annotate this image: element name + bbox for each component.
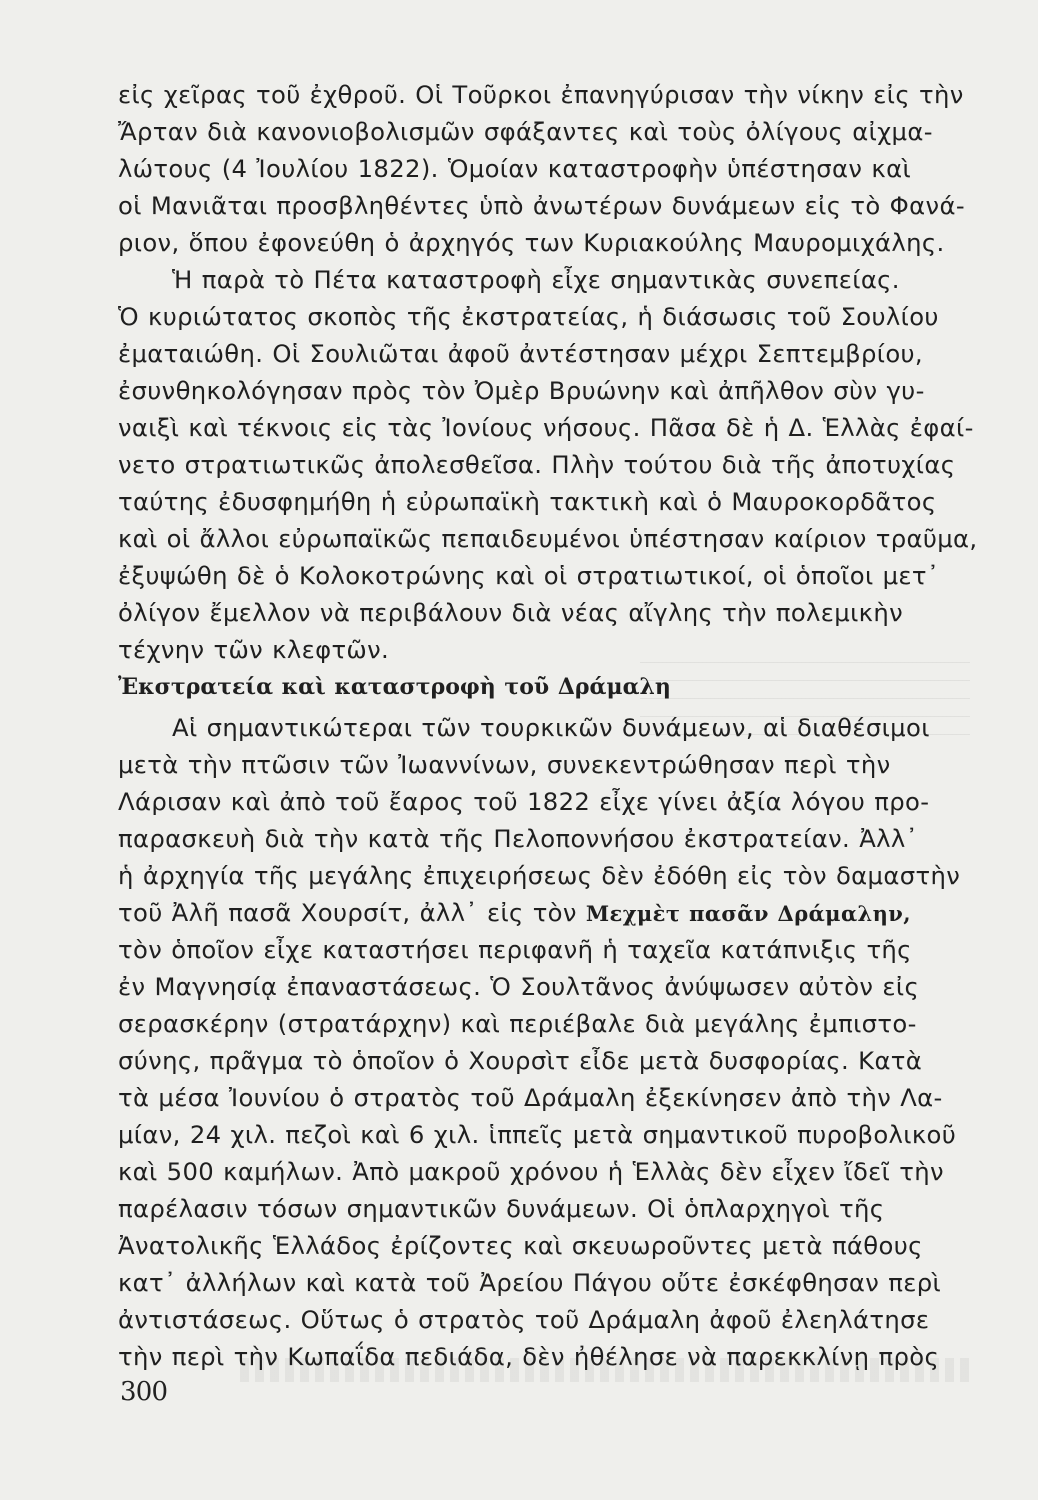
text-line: ἀντιστάσεως. Οὕτως ὁ στρατὸς τοῦ Δράμαλη ἀφοῦ ἐλεηλάτησε [118, 1305, 930, 1334]
text-line: παρέλασιν τόσων σημαντικῶν δυνάμεων. Οἱ ὁπλαρχηγοὶ τῆς [118, 1194, 885, 1223]
text-line: σύνης, πρᾶγμα τὸ ὁποῖον ὁ Χουρσὶτ εἶδε μετὰ δυσφορίας. Κατὰ [118, 1046, 923, 1075]
text-line: ὀλίγον ἔμελλον νὰ περιβάλουν διὰ νέας αἴγλης τὴν πολεμικὴν [118, 598, 903, 627]
text-line: ναιξὶ καὶ τέκνοις εἰς τὰς Ἰονίους νήσους. Πᾶσα δὲ ἡ Δ. Ἑλλὰς ἐφαί- [118, 413, 974, 442]
text-line: ριον, ὅπου ἐφονεύθη ὁ ἀρχηγός των Κυριακούλης Μαυρομιχάλης. [118, 228, 945, 257]
text-line: καὶ οἱ ἄλλοι εὐρωπαϊκῶς πεπαιδευμένοι ὑπέστησαν καίριον τραῦμα, [118, 524, 978, 553]
text-line: σερασκέρην (στρατάρχην) καὶ περιέβαλε διὰ μεγάλης ἐμπιστο- [118, 1009, 917, 1038]
text-line: Λάρισαν καὶ ἀπὸ τοῦ ἔαρος τοῦ 1822 εἶχε γίνει ἀξία λόγου προ- [118, 787, 930, 816]
text-line: Ἄρταν διὰ κανονιοβολισμῶν σφάξαντες καὶ τοὺς ὀλίγους αἰχμα- [118, 117, 933, 146]
section-heading: Ἐκστρατεία καὶ καταστροφὴ τοῦ Δράμαλη [118, 674, 671, 700]
text-line: Ὁ κυριώτατος σκοπὸς τῆς ἐκστρατείας, ἡ διάσωσις τοῦ Σουλίου [118, 302, 939, 331]
text-line-prefix: τοῦ Ἀλῆ πασᾶ Χουρσίτ, ἀλλ᾽ εἰς τὸν [118, 898, 586, 927]
text-line: τὴν περὶ τὴν Κωπαΐδα πεδιάδα, δὲν ἠθέλησε νὰ παρεκκλίνῃ πρὸς [118, 1342, 940, 1371]
text-line: Αἱ σημαντικώτεραι τῶν τουρκικῶν δυνάμεων, αἱ διαθέσιμοι [172, 713, 930, 742]
text-line: ἐξυψώθη δὲ ὁ Κολοκοτρώνης καὶ οἱ στρατιωτικοί, οἱ ὁποῖοι μετ᾽ [118, 561, 940, 590]
bold-person-name: Μεχμὲτ πασᾶν Δράμαλην, [585, 901, 911, 926]
text-line: νετο στρατιωτικῶς ἀπολεσθεῖσα. Πλὴν τούτου διὰ τῆς ἀποτυχίας [118, 450, 956, 479]
text-line: Ἀνατολικῆς Ἑλλάδος ἐρίζοντες καὶ σκευωροῦντες μετὰ πάθους [118, 1231, 923, 1260]
text-line: τὸν ὁποῖον εἶχε καταστήσει περιφανῆ ἡ ταχεῖα κατάπνιξις τῆς [118, 935, 912, 964]
text-line: Ἡ παρὰ τὸ Πέτα καταστροφὴ εἶχε σημαντικὰς συνεπείας. [172, 265, 900, 294]
text-line: μετὰ τὴν πτῶσιν τῶν Ἰωαννίνων, συνεκεντρώθησαν περὶ τὴν [118, 750, 891, 779]
text-line: εἰς χεῖρας τοῦ ἐχθροῦ. Οἱ Τοῦρκοι ἐπανηγύρισαν τὴν νίκην εἰς τὴν [118, 80, 964, 109]
text-line: κατ᾽ ἀλλήλων καὶ κατὰ τοῦ Ἀρείου Πάγου οὔτε ἐσκέφθησαν περὶ [118, 1268, 942, 1297]
text-line: ἐν Μαγνησίᾳ ἐπαναστάσεως. Ὁ Σουλτᾶνος ἀνύψωσεν αὐτὸν εἰς [118, 972, 920, 1001]
text-line: ἐσυνθηκολόγησαν πρὸς τὸν Ὀμὲρ Βρυώνην καὶ ἀπῆλθον σὺν γυ- [118, 376, 925, 405]
text-line: ταύτης ἐδυσφημήθη ἡ εὐρωπαϊκὴ τακτικὴ καὶ ὁ Μαυροκορδᾶτος [118, 487, 937, 516]
text-line: ἐματαιώθη. Οἱ Σουλιῶται ἀφοῦ ἀντέστησαν μέχρι Σεπτεμβρίου, [118, 339, 924, 368]
text-line: οἱ Μανιᾶται προσβληθέντες ὑπὸ ἀνωτέρων δυνάμεων εἰς τὸ Φανά- [118, 191, 965, 220]
page-number: 300 [120, 1377, 168, 1407]
text-line: τέχνην τῶν κλεφτῶν. [118, 635, 390, 664]
text-line-with-name [118, 898, 911, 929]
text-line: τὰ μέσα Ἰουνίου ὁ στρατὸς τοῦ Δράμαλη ἐξεκίνησεν ἀπὸ τὴν Λα- [118, 1083, 943, 1112]
text-line: λώτους (4 Ἰουλίου 1822). Ὁμοίαν καταστροφὴν ὑπέστησαν καὶ [118, 154, 912, 183]
text-line: καὶ 500 καμήλων. Ἀπὸ μακροῦ χρόνου ἡ Ἑλλὰς δὲν εἶχεν ἴδεῖ τὴν [118, 1157, 944, 1186]
text-line: ἡ ἀρχηγία τῆς μεγάλης ἐπιχειρήσεως δὲν ἐδόθη εἰς τὸν δαμαστὴν [118, 861, 961, 890]
text-line: παρασκευὴ διὰ τὴν κατὰ τῆς Πελοποννήσου ἐκστρατείαν. Ἀλλ᾽ [118, 824, 919, 853]
text-line: μίαν, 24 χιλ. πεζοὶ καὶ 6 χιλ. ἱππεῖς μετὰ σημαντικοῦ πυροβολικοῦ [118, 1120, 957, 1149]
